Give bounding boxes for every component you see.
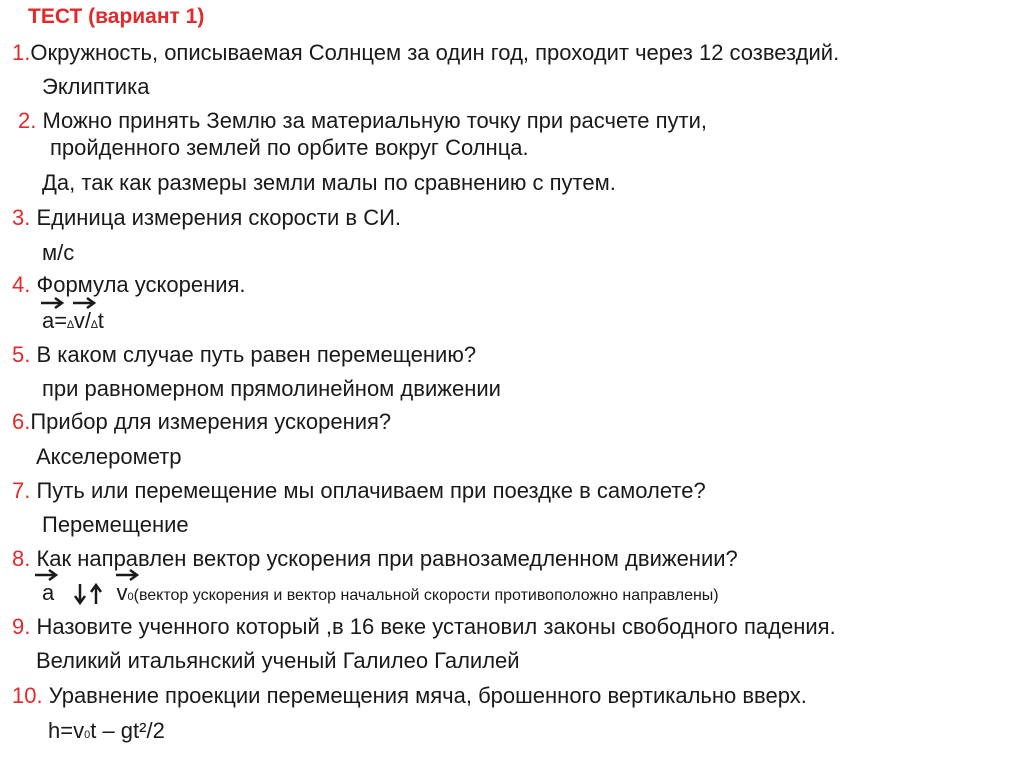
question-7 — [12, 476, 706, 506]
question-text: Прибор для измерения ускорения? — [30, 409, 392, 434]
question-number: 10. — [12, 683, 43, 708]
question-text: Окружность, описываемая Солнцем за один год, проходит через 12 созвездий. — [30, 40, 840, 65]
question-number: 2. — [18, 108, 37, 133]
delta-symbol: ∆ — [67, 319, 74, 331]
question-2 — [18, 106, 707, 136]
question-number: 8. — [12, 546, 31, 571]
arrow-up-icon — [90, 583, 102, 605]
question-9 — [12, 612, 836, 642]
question-5 — [12, 340, 476, 370]
vector-arrow-icon — [72, 296, 98, 310]
question-text: В каком случае путь равен перемещению? — [36, 342, 477, 367]
vector-v0: v0 — [117, 578, 134, 612]
question-number: 3. — [12, 205, 31, 230]
answer-8-note: (вектор ускорения и вектор начальной скорости противоположно направлены) — [133, 587, 719, 604]
question-text: Назовите ученного который ,в 16 веке установил законы свободного падения. — [36, 614, 836, 639]
question-1 — [12, 38, 839, 68]
answer-2: Да, так как размеры земли малы по сравнению с путем. — [42, 170, 616, 195]
question-2-continued: пройденного землей по орбите вокруг Солнца. — [50, 135, 529, 160]
vector-v: v — [74, 306, 85, 336]
question-text: Уравнение проекции перемещения мяча, брошенного вертикально вверх. — [48, 683, 807, 708]
vector-arrow-icon — [32, 568, 62, 582]
vector-arrow-icon — [40, 296, 66, 310]
delta-symbol: ∆ — [90, 319, 98, 331]
question-text: Путь или перемещение мы оплачиваем при поездке в самолете? — [36, 478, 706, 503]
question-number: 1. — [12, 40, 31, 65]
answer-3: м/с — [42, 240, 75, 265]
answer-8 — [42, 578, 719, 608]
answer-7: Перемещение — [42, 512, 189, 537]
answer-6: Акселерометр — [36, 444, 182, 469]
question-text: Как направлен вектор ускорения при равнозамедленном движении? — [36, 546, 738, 571]
question-6 — [12, 407, 391, 437]
question-text: Формула ускорения. — [36, 272, 246, 297]
question-number: 5. — [12, 342, 31, 367]
answer-4-formula: a=∆ v/∆t — [42, 306, 104, 336]
answer-9: Великий итальянский ученый Галилео Галилей — [36, 648, 520, 673]
answer-1: Эклиптика — [42, 74, 150, 99]
vector-arrow-icon — [115, 568, 141, 582]
vector-a: a — [42, 578, 54, 608]
answer-5: при равномерном прямолинейном движении — [42, 376, 501, 401]
test-title: ТЕСТ (вариант 1) — [28, 5, 205, 28]
vector-a: a — [42, 306, 54, 336]
question-number: 4. — [12, 272, 31, 297]
question-3 — [12, 203, 401, 233]
answer-10-formula: h=v0t – gt²/2 — [48, 718, 165, 743]
question-number: 9. — [12, 614, 31, 639]
question-10 — [12, 681, 807, 711]
question-text: Единица измерения скорости в СИ. — [36, 205, 402, 230]
arrow-down-icon — [74, 583, 86, 605]
question-text: Можно принять Землю за материальную точку при расчете пути, — [42, 108, 708, 133]
question-number: 6. — [12, 409, 31, 434]
question-number: 7. — [12, 478, 31, 503]
